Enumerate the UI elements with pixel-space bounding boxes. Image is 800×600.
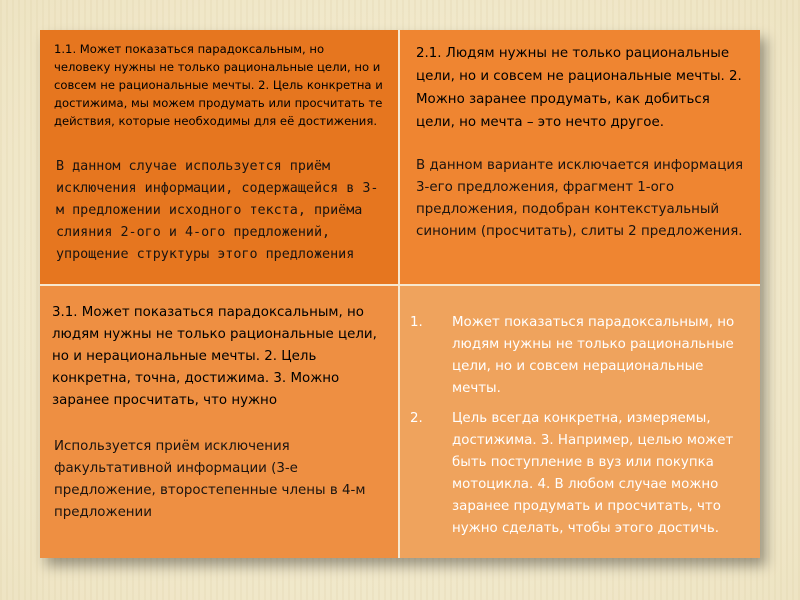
variant-1-text: 1.1. Может показаться парадоксальным, но человеку нужны не только рациональные цели, но и совсем не рациональные мечты. 2. Цель конкретна и достижима, мы можем продумать или просчитать те действия, которые необходимы для её достижения.	[54, 42, 383, 128]
list-item	[400, 312, 746, 400]
variant-3-comment: Используется приём исключения факультативной информации (3-е предложение, второстепенные члены в 4-м предложении	[54, 439, 366, 520]
variant-2-comment: В данном варианте исключается информация 3-его предложения, фрагмент 1-ого предложения, подобран контекстуальный синоним (просчитать), слиты 2 предложения.	[416, 158, 744, 239]
list-item	[400, 408, 746, 540]
list-item-number: 1.	[410, 315, 423, 330]
list-item-number: 2.	[410, 411, 423, 426]
variant-3-text: 3.1. Может показаться парадоксальным, но людям нужны не только рациональные цели, но и нерациональные мечты. 2. Цель конкретна, точна, достижима. 3. Можно заранее просчитать, что нужно	[52, 305, 377, 408]
variant-2-text: 2.1. Людям нужны не только рациональные цели, но и совсем не рациональные мечты. 2. Можно заранее продумать, как добиться цели, но мечта – это нечто другое.	[416, 46, 742, 130]
list-item-text: Цель всегда конкретна, измеряемы, достижима. 3. Например, целью может быть поступление в вуз или покупка мотоцикла. 4. В любом случае можно заранее продумать и просчитать, что нужно сделать, чтобы этого достичь.	[452, 411, 734, 536]
comparison-table	[40, 30, 760, 558]
variant-1-comment: В данном случае используется приём исключения информации, содержащейся в 3-м предложении исходного текста, приёма слияния 2-ого и 4-ого предложений, упрощение структуры этого предложения	[56, 159, 379, 262]
variant-4-list	[400, 312, 746, 540]
row-divider	[40, 284, 760, 286]
list-item-text: Может показаться парадоксальным, но людям нужны не только рациональные цели, но и совсем нерациональные мечты.	[452, 315, 735, 396]
